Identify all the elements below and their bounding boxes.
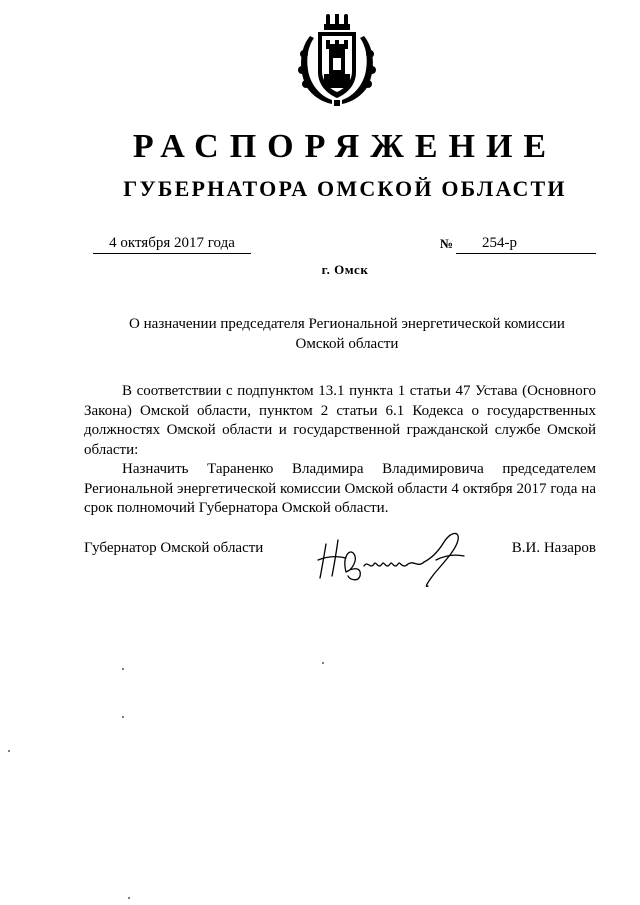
document-number [456,233,596,254]
body-paragraph: Назначить Тараненко Владимира Владимировича председателем Региональной энергетической комиссии Омской области 4 октября 2017 года на срок полномочий Губернатора Омской области. [84,461,596,516]
scan-speck [8,750,10,752]
signature-block [84,540,596,600]
omsk-coat-of-arms-icon [296,14,378,108]
scan-speck [122,668,124,670]
document-type-title: РАСПОРЯЖЕНИЕ [132,128,558,165]
document-number-text: 254-р [482,235,517,251]
document-date [93,233,251,254]
document-subject: О назначении председателя Региональной энергетической комиссии Омской области [129,316,565,352]
scan-speck [322,662,324,664]
handwritten-signature-icon [316,526,476,590]
issuer-title: ГУБЕРНАТОРА ОМСКОЙ ОБЛАСТИ [123,176,567,201]
number-prefix: № [440,236,454,251]
scan-speck [128,897,130,899]
signatory-position: Губернатор Омской области [84,540,264,556]
scan-speck [122,716,124,718]
document-city: г. Омск [321,262,369,277]
body-paragraph: В соответствии с подпунктом 13.1 пункта 1 статьи 47 Устава (Основного Закона) Омской области, пунктом 2 статьи 6.1 Кодекса о государственных должностях Омской области и государственной гражданской службе Омской области: [84,383,596,458]
signatory-name: В.И. Назаров [511,540,596,556]
document-date-text: 4 октября 2017 года [109,235,235,251]
document-body [84,382,596,519]
